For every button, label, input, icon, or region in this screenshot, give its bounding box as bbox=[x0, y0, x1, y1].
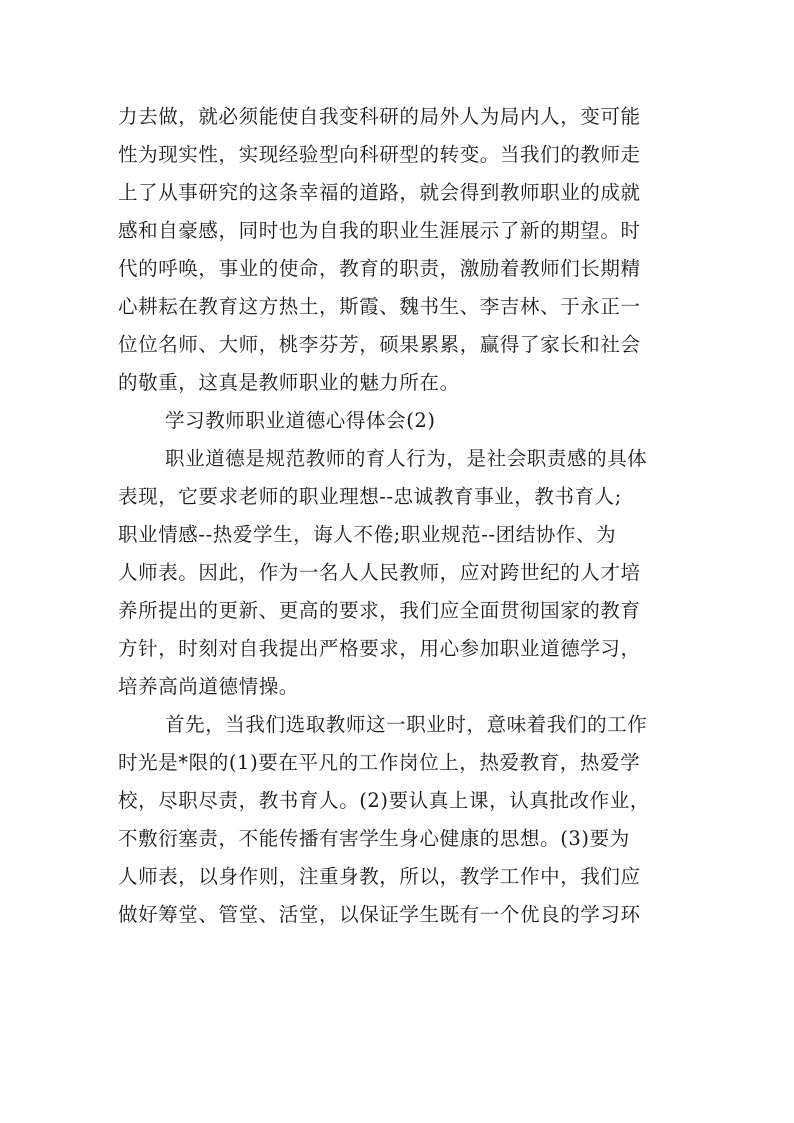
paragraph-continued bbox=[118, 98, 688, 402]
text-line: 时光是*限的(1)要在平凡的工作岗位上，热爱教育，热爱学 bbox=[118, 751, 641, 774]
text-line: 做好筹堂、管堂、活堂，以保证学生既有一个优良的学习环 bbox=[118, 903, 641, 926]
text-line: 校，尽职尽责，教书育人。(2)要认真上课，认真批改作业， bbox=[118, 789, 650, 812]
paragraph-professional-ethics bbox=[118, 440, 688, 706]
text-line: 职业道德是规范教师的育人行为，是社会职责感的具体 bbox=[165, 447, 648, 470]
text-line: 的敬重，这真是教师职业的魅力所在。 bbox=[118, 371, 460, 394]
text-line: 上了从事研究的这条幸福的道路，就会得到教师职业的成就 bbox=[118, 181, 641, 204]
text-line: 心耕耘在教育这方热土，斯霞、魏书生、李吉林、于永正一 bbox=[118, 295, 641, 318]
text-line: 位位名师、大师，桃李芬芳，硕果累累，赢得了家长和社会 bbox=[118, 333, 641, 356]
text-line: 人师表。因此，作为一名人人民教师，应对跨世纪的人才培 bbox=[118, 561, 641, 584]
text-line: 不敷衍塞责，不能传播有害学生身心健康的思想。(3)要为 bbox=[118, 827, 630, 850]
text-line: 感和自豪感，同时也为自我的职业生涯展示了新的期望。时 bbox=[118, 219, 641, 242]
text-line: 性为现实性，实现经验型向科研型的转变。当我们的教师走 bbox=[118, 143, 641, 166]
text-line: 力去做，就必须能使自我变科研的局外人为局内人，变可能 bbox=[118, 105, 641, 128]
text-line: 方针，时刻对自我提出严格要求，用心参加职业道德学习， bbox=[118, 637, 641, 660]
text-line: 首先，当我们选取教师这一职业时，意味着我们的工作 bbox=[165, 713, 648, 736]
text-line: 代的呼唤，事业的使命，教育的职责，激励着教师们长期精 bbox=[118, 257, 641, 280]
text-line: 表现，它要求老师的职业理想--忠诚教育事业，教书育人; bbox=[118, 485, 622, 508]
text-line: 养所提出的更新、更高的要求，我们应全面贯彻国家的教育 bbox=[118, 599, 641, 622]
paragraph-first-point bbox=[118, 706, 688, 934]
section-heading: 学习教师职业道德心得体会(2) bbox=[165, 409, 436, 432]
document-body bbox=[118, 98, 688, 934]
text-line: 职业情感--热爱学生，诲人不倦;职业规范--团结协作、为 bbox=[118, 523, 617, 546]
text-line: 人师表，以身作则，注重身教，所以，教学工作中，我们应 bbox=[118, 865, 641, 888]
text-line: 培养高尚道德情操。 bbox=[118, 675, 299, 698]
